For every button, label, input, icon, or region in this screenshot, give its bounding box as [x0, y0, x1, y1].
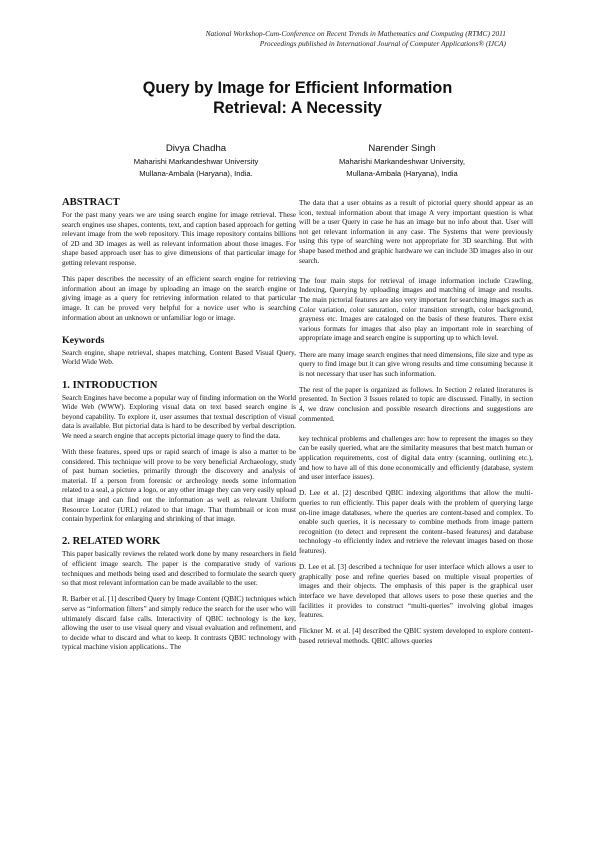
author-name: Divya Chadha	[165, 143, 227, 154]
related-work-paragraph: This paper basically reviews the related work done by many researchers in field of efficient image search. The paper is the comparative study of various techniques and methods being used and described to formulate the search query so that most relevant information can be made available to the user.	[62, 550, 296, 588]
running-header	[0, 29, 506, 49]
related-work-paragraph: R. Barber et al. [1] described Query by Image Content (QBIC) techniques which serve as “information filters” and simply reduce the search for the user who will ultimately discard false calls. Interactivity of QBIC technology is the key, allowing the user to use visual query and visual evaluation and refinement, and to decide what to discard and what to keep. It contrasts QBIC technology with typical machine vision applications.. The	[62, 595, 296, 652]
introduction-paragraph: With these features, speed ups or rapid search of image is also a matter to be considered. This technique will prove to be very beneficial Archaeology, study of past human societies, primarily through the discovery and analysis of material. If a person from forensic or archeology needs some information related to a seal, a picture a logo, or any other image they can very easily upload that image and can find out the information as well as relevant Uniform Resource Locator (URL) related to that image. That thumbnail or icon must contain hyperlink for enlarging and shrinking of that image.	[62, 448, 296, 524]
author-location: Mullana-Ambala (Haryana), India.	[139, 169, 253, 178]
body-paragraph: D. Lee et al. [2] described QBIC indexing algorithms that allow the multi-queries to run efficiently. This paper deals with the problem of querying large on-line image databases, where the queries are content-based and complex. To enable such queries, it is necessary to combine methods from image pattern recognition (to detect and represent the content–based features) and database technology -to efficiently index and retrieve the relevant images based on those features).	[299, 489, 533, 555]
keywords-text: Search engine, shape retrieval, shapes matching, Content Based Visual Query, World Wide Web.	[62, 348, 296, 367]
author-name: Narender Singh	[368, 143, 436, 154]
body-paragraph: D. Lee et al. [3] described a technique for user interface which allows a user to graphically pose and refine queries based on multiple visual properties of images and their objects. The emphasis of this paper is the graphical user interface we have developed that allows users to pose these queries and the facilities it provides to construct “multi-queries” involving global images features.	[299, 563, 533, 620]
body-paragraph: The four main steps for retrieval of image information include Crawling, Indexing, Querying by uploading images and matching of image and results. The main pictorial features are also very important for searching images such as Color variation, color saturation, color transition strength, color background, grayness etc. Images are cataloged on the basis of these features. There exist various formats for images that also play an important role in searching of appropriate image and search engine is supporting up to which level.	[299, 276, 533, 343]
abstract-paragraph: For the past many years we are using search engine for image retrieval. These search engines use shapes, contents, text, and caption based approach for getting relevant image from the web repository. This image repository contains billions of 2D and 3D images as well as relevant information about those images. For shape based approach user has to give dimensions of that particular image for getting relevant response.	[62, 211, 296, 267]
abstract-heading: ABSTRACT	[62, 197, 120, 208]
header-conference-line: National Workshop-Cum-Conference on Recent Trends in Mathematics and Computing (RTMC) 2011	[205, 29, 506, 38]
body-paragraph: There are many image search engines that need dimensions, file size and type as query to find image but it can give wrong results and time consuming because it is not necessary that user has such information.	[299, 350, 533, 378]
author-1	[81, 142, 311, 180]
author-2	[287, 142, 517, 180]
body-paragraph: The rest of the paper is organized as follows. In Section 2 related literatures is presented. In Section 3 Issues related to topic are discussed. Finally, in section 4, we draw conclusion and possible research directions and suggestions are commented.	[299, 385, 533, 423]
header-proceedings-line: Proceedings published in International Journal of Computer Applications® (IJCA)	[259, 39, 506, 48]
keywords-heading: Keywords	[62, 334, 105, 346]
author-affiliation: Maharishi Markandeshwar University,	[338, 157, 466, 166]
author-location: Mullana-Ambala (Haryana), India	[346, 169, 458, 178]
body-paragraph: key technical problems and challenges are: how to represent the images so they can be easily queried, what are the similarity measures that best match human or application requirements, cost of digital data entry (scanning, outlining etc.), and how to have all of this done economically and efficiently (database, system and user interface issues).	[299, 434, 533, 482]
right-column	[299, 199, 533, 653]
introduction-paragraph: Search Engines have become a popular way of finding information on the World Wide Web (WWW). Exploring visual data on text based search engine is beyond capability. To explore it, user assumes that textual description of visual data is available. But pictorial data is hard to be described by verbal description. We need a search engine that accepts pictorial image query to find the data.	[62, 393, 296, 440]
body-paragraph: Flickner M. et al. [4] described the QBIC system developed to explore content-based retrieval methods. QBIC allows queries	[299, 627, 533, 645]
abstract-paragraph: This paper describes the necessity of an efficient search engine for retrieving information about an image by uploading an image on the search engine or giving image as a query for retrieving information related to that particular image. It can be proved very helpful for a novice user who is searching information about an unknown or unfamiliar logo or image.	[62, 275, 296, 322]
left-column	[62, 196, 296, 660]
paper-title	[0, 78, 595, 118]
related-work-heading: 2. RELATED WORK	[62, 536, 161, 548]
introduction-heading: 1. INTRODUCTION	[62, 379, 158, 391]
title-line-1: Query by Image for Efficient Information	[142, 79, 453, 97]
body-paragraph: The data that a user obtains as a result of pictorial query should appear as an icon, textual information about that image A very important question is what will be a user Query in case he has an image but no info about that. User will not get relevant information in any case. The Systems that were previously using this type of searching were not appropriate for 3D searching. But with shape based method and graphic hardware we can include 3D images also in our search.	[299, 199, 533, 265]
title-line-2: Retrieval: A Necessity	[213, 99, 382, 117]
author-affiliation: Maharishi Markandeshwar University	[133, 157, 259, 166]
